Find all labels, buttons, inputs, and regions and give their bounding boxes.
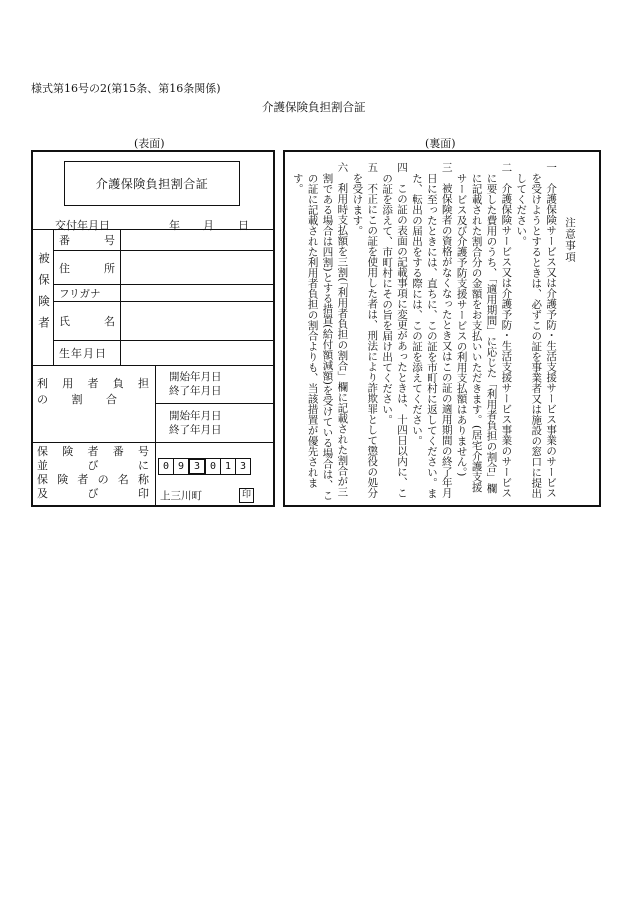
notes-item: 四 この証の表面の記載事項に変更があったときは、十四日以内に、この証を添えて、市町村にその旨を届け出てください。 [381,162,409,498]
insurer-digit: 0 [158,458,174,475]
divider [120,229,121,365]
insurer-number-boxes [159,458,251,475]
issue-date-month-unit: 月 [203,219,214,232]
notes-item: 一 介護保険サービス又は介護予防・生活支援サービス事業のサービスを受けようとするときは、必ずこの証を事業者又は施設の窓口に提出してください。 [515,162,558,498]
front-card [31,150,275,507]
front-label: (表面) [134,137,165,150]
notes-heading: 注意事項 [564,217,576,263]
card-title: 介護保険負担割合証 [64,161,240,206]
notes-item: 三 被保険者の資格がなくなったとき又はこの証の適用期間の終了年月日に至ったときには、直ちに、この証を市町村に返してください。また、転出の届出をする際には、この証を添えてください。 [410,162,453,498]
ratio-label-line2: の 割 合 [37,393,117,406]
divider [155,403,273,404]
divider [120,301,273,302]
period-end-label-2: 終了年月日 [169,423,222,436]
insurer-digit: 3 [188,458,206,475]
divider [155,365,156,505]
issue-date-label: 交付年月日 [55,219,110,232]
field-number-label: 番 号 [59,234,115,247]
issue-date-day-unit: 日 [238,219,249,232]
divider [33,365,273,366]
insurer-name: 上三川町 [160,489,202,502]
notes-column [287,162,577,502]
insurer-digit: 1 [220,458,236,475]
insurer-digit: 3 [235,458,251,475]
period-start-label-2: 開始年月日 [169,409,222,422]
ratio-label-line1: 利 用 者 負 担 [37,377,149,390]
form-number: 様式第16号の2(第15条、第16条関係) [31,82,221,95]
back-card [283,150,601,507]
insurer-label-line3: 保 険 者 の 名 称 [37,473,149,486]
period-end-label-1: 終了年月日 [169,384,222,397]
field-birth-date-label: 生年月日 [59,347,107,360]
field-address-label: 住 所 [59,261,115,275]
document-title: 介護保険負担割合証 [262,100,366,114]
seal-stamp: 印 [239,488,254,503]
field-furigana-label: フリガナ [59,287,101,300]
period-start-label-1: 開始年月日 [169,370,222,383]
insurer-label-line1: 保 険 者 番 号 [37,445,149,458]
notes-item: 六 利用時支払額を三割(「利用者負担の割合」欄に記載された割合が三割である場合は四割)とする措置(給付額減額)を受けている場合は、この証に記載された利用者負担の割合よりも、当該措置が優先されます。 [291,162,349,500]
notes-item: 二 介護保険サービス又は介護予防・生活支援サービス事業のサービスに要した費用のうち、「適用期間」に応じた「利用者負担の割合」欄に記載された割合分の金額をお支払いいただきます。(居宅介護支援サービス及び介護予防支援サービスの利用支払額はありません。) [455,162,513,498]
insurer-digit: 0 [205,458,221,475]
notes-item: 五 不正にこの証を使用した者は、刑法により詐欺罪として懲役の処分を受けます。 [351,162,379,498]
divider [53,229,54,365]
issue-date-year-unit: 年 [169,219,180,232]
insurer-label-line2: 並 び に [37,459,149,472]
insurer-digit: 9 [173,458,189,475]
insurer-label-line4: 及 び 印 [37,487,149,500]
field-name-label: 氏 名 [59,315,115,328]
insured-label: 被保険者 [37,252,51,338]
back-label: (裏面) [425,137,456,150]
